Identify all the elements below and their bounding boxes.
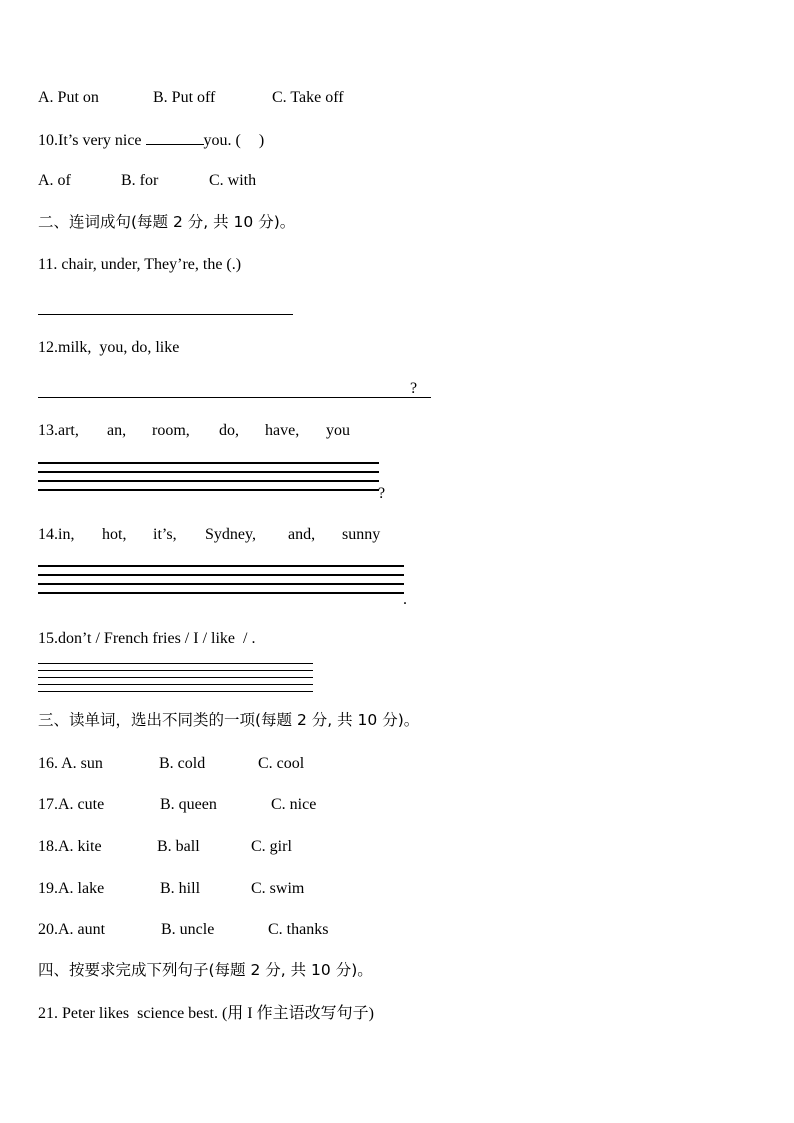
q13-answer-line[interactable] [38, 462, 379, 464]
q10-stem [38, 130, 264, 151]
q10-option-c: C. with [209, 172, 257, 189]
q10-stem-after: you. ( [203, 132, 241, 149]
section-3-title: 三、读单词，选出不同类的一项(每题 2 分, 共 10 分)。 [38, 711, 420, 729]
q11-answer-line[interactable] [38, 314, 293, 315]
q14-word: and, [288, 526, 316, 543]
q14-answer-line[interactable] [38, 565, 404, 567]
q14-answer-line[interactable] [38, 592, 404, 594]
q14-word: sunny [342, 526, 381, 543]
q17-option-a: 17.A. cute [38, 796, 105, 813]
q19-option-c: C. swim [251, 880, 305, 897]
q13-answer-line[interactable] [38, 480, 379, 482]
q15-prompt: 15.don’t / French fries / I / like / . [38, 630, 256, 647]
q19-option-a: 19.A. lake [38, 880, 105, 897]
q18-option-b: B. ball [157, 838, 200, 855]
q14-word: 14.in, [38, 526, 75, 543]
q16-option-a: 16. A. sun [38, 755, 103, 772]
q11-prompt: 11. chair, under, They’re, the (.) [38, 256, 242, 273]
q10-option-b: B. for [121, 172, 159, 189]
section-2-title: 二、连词成句(每题 2 分, 共 10 分)。 [38, 213, 296, 231]
q13-word: 13.art, [38, 422, 79, 439]
q13-word: have, [265, 422, 300, 439]
q18-option-c: C. girl [251, 838, 292, 855]
q20-option-b: B. uncle [161, 921, 215, 938]
q13-word: do, [219, 422, 239, 439]
q16-option-b: B. cold [159, 755, 206, 772]
q15-answer-line[interactable] [38, 670, 313, 671]
q13-answer-line[interactable] [38, 489, 379, 491]
q12-end-mark: ? [410, 380, 418, 397]
q13-word: room, [152, 422, 190, 439]
q9-option-b: B. Put off [153, 89, 216, 106]
q13-answer-line[interactable] [38, 471, 379, 473]
q12-answer-line[interactable] [38, 397, 431, 398]
q14-answer-line[interactable] [38, 583, 404, 585]
q13-word: an, [107, 422, 127, 439]
q13-end-mark: ? [378, 485, 386, 502]
q14-word: it’s, [153, 526, 177, 543]
q17-option-b: B. queen [160, 796, 217, 813]
q15-answer-line[interactable] [38, 684, 313, 685]
q12-prompt: 12.milk, you, do, like [38, 339, 180, 356]
q18-option-a: 18.A. kite [38, 838, 102, 855]
q19-option-b: B. hill [160, 880, 201, 897]
q15-answer-line[interactable] [38, 691, 313, 692]
q15-answer-line[interactable] [38, 663, 313, 664]
q15-answer-line[interactable] [38, 677, 313, 678]
q9-option-c: C. Take off [272, 89, 344, 106]
q14-word: hot, [102, 526, 127, 543]
q20-option-c: C. thanks [268, 921, 329, 938]
q10-option-a: A. of [38, 172, 71, 189]
q10-close-paren: ) [258, 132, 265, 149]
q10-stem-before: 10.It’s very nice [38, 132, 146, 149]
q17-option-c: C. nice [271, 796, 317, 813]
q20-option-a: 20.A. aunt [38, 921, 106, 938]
q14-answer-line[interactable] [38, 574, 404, 576]
q14-word: Sydney, [205, 526, 256, 543]
q16-option-c: C. cool [258, 755, 305, 772]
section-4-title: 四、按要求完成下列句子(每题 2 分, 共 10 分)。 [38, 961, 373, 979]
q9-option-a: A. Put on [38, 89, 99, 106]
q14-end-mark: . [403, 591, 407, 608]
q21-prompt: 21. Peter likes science best. (用 I 作主语改写句子) [38, 1005, 374, 1022]
q13-word: you [326, 422, 350, 439]
q10-blank[interactable] [146, 130, 204, 145]
